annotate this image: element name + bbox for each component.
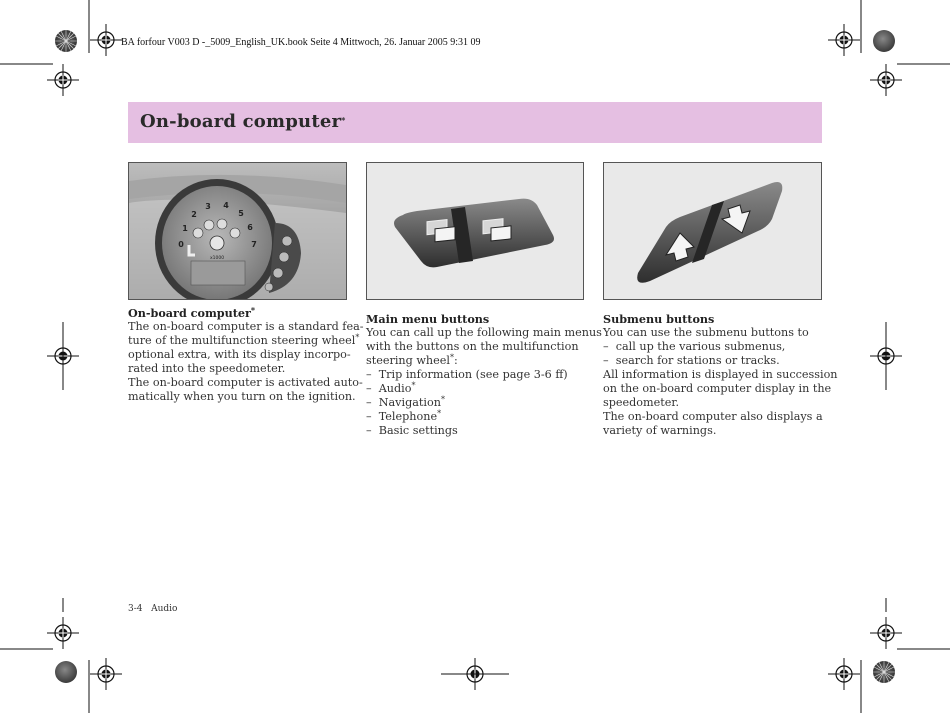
list-item: – call up the various submenus, (603, 340, 786, 353)
dial-number: 3 (205, 202, 211, 211)
registration-mark (828, 658, 860, 690)
middle-text-line: with the buttons on the multifunction (366, 340, 579, 353)
main-menu-buttons-figure (366, 162, 584, 300)
registration-mark (828, 24, 860, 56)
right-heading: Submenu buttons (603, 312, 715, 326)
registration-mark (47, 64, 79, 96)
speedometer-illustration (129, 163, 346, 299)
grey-target-mark (873, 30, 895, 52)
submenu-buttons-figure (603, 162, 822, 300)
grey-target-mark (55, 661, 77, 683)
registration-mark (90, 658, 122, 690)
left-text-line: ture of the multifunction steering wheel* (128, 333, 360, 347)
dial-number: 6 (247, 223, 253, 232)
dial-number: 1 (182, 224, 188, 233)
left-text-line: optional extra, with its display incorpo- (128, 348, 351, 361)
dial-number: 2 (191, 210, 197, 219)
right-text-line: You can use the submenu buttons to (603, 326, 809, 339)
section-name: Audio (151, 604, 178, 614)
page-footer (128, 604, 177, 614)
dial-number: 4 (223, 201, 229, 210)
star-target-mark (55, 30, 77, 52)
middle-text-line: steering wheel*: (366, 353, 458, 367)
registration-mark (870, 64, 902, 96)
right-text-line: The on-board computer also displays a (603, 410, 823, 423)
middle-heading: Main menu buttons (366, 312, 490, 326)
page-number: 3-4 (128, 604, 143, 614)
submenu-buttons-illustration (604, 163, 821, 299)
list-item: – Telephone* (366, 409, 442, 423)
left-text-line: rated into the speedometer. (128, 362, 286, 375)
page-title-text: On-board computer (140, 111, 342, 132)
list-item: – Navigation* (366, 395, 445, 409)
left-heading: On-board computer* (128, 305, 256, 320)
right-text-line: on the on-board computer display in the (603, 382, 832, 395)
middle-column (366, 312, 602, 438)
dial-number: 7 (251, 240, 257, 249)
dial-number: 0 (178, 240, 184, 249)
list-item: – Trip information (see page 3-6 ff) (366, 368, 568, 381)
list-item: – Basic settings (366, 424, 458, 437)
dial-number: 5 (238, 209, 244, 218)
registration-mark (90, 24, 122, 56)
right-text-line: speedometer. (603, 396, 680, 409)
list-item: – search for stations or tracks. (603, 354, 780, 367)
registration-mark (47, 617, 79, 649)
page-title-asterisk: * (341, 115, 346, 125)
left-text-line: matically when you turn on the ignition. (128, 390, 356, 403)
right-text-line: All information is displayed in succession (603, 368, 838, 381)
speedometer-figure (128, 162, 347, 300)
print-slug: BA forfour V003 D -_5009_English_UK.book Seite 4 Mittwoch, 26. Januar 2005 9:31 09 (121, 37, 481, 48)
right-column (603, 312, 838, 438)
left-text-line: The on-board computer is activated auto- (128, 376, 363, 389)
star-target-mark (873, 661, 895, 683)
middle-text-line: You can call up the following main menus (366, 326, 602, 339)
page-title (140, 111, 346, 132)
right-text-line: variety of warnings. (603, 424, 717, 437)
left-column (128, 305, 364, 404)
main-menu-buttons-illustration (367, 163, 583, 299)
rpm-unit-label: x1000 (209, 256, 225, 261)
left-text-line: The on-board computer is a standard fea- (128, 320, 364, 333)
onboard-display (191, 261, 245, 285)
list-item: – Audio* (366, 381, 416, 395)
title-banner (128, 102, 822, 143)
registration-mark (870, 617, 902, 649)
